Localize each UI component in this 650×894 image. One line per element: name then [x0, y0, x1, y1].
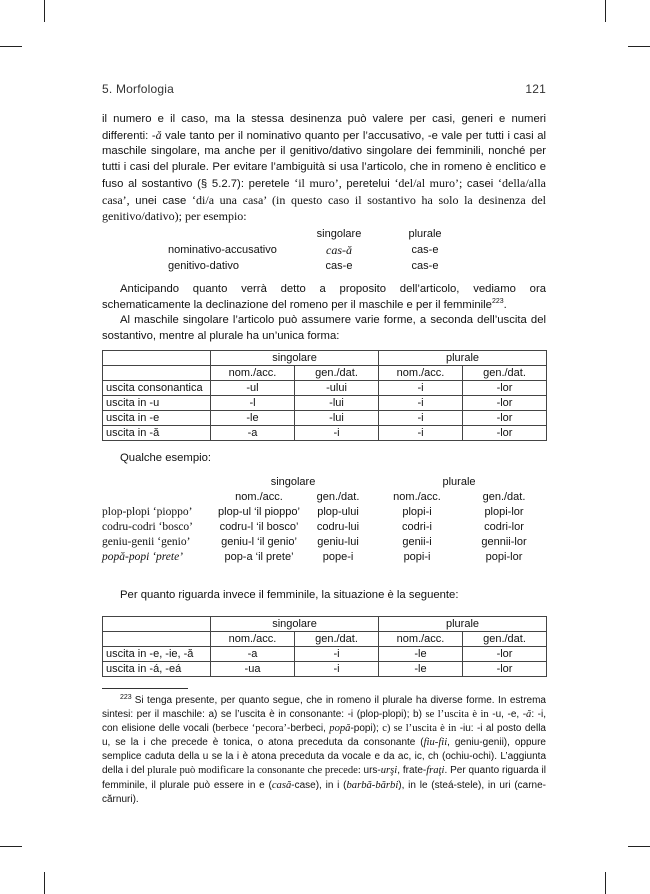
table-cell: pop-a ‘il prete’	[224, 550, 294, 563]
text-run: se l’uscita è in	[425, 709, 489, 721]
table-cell: -lor	[463, 662, 547, 677]
text-run: ), in le (steá-stele), in uri (carne-cărnuri).	[102, 779, 546, 805]
text-run: popă	[329, 723, 351, 735]
table-row	[103, 411, 547, 426]
column-header: singolare	[316, 228, 362, 240]
table-row	[103, 381, 547, 396]
table-cell: -a	[211, 426, 295, 441]
text-run: ‘il muro’,	[294, 175, 347, 190]
text-run: Si tenga presente, per quanto segue, che in romeno il plurale ha diverse forme. In estrema sintesi: per il maschile: a) se l’uscita è in consonante: -i (plop-plopi); b)	[102, 695, 546, 721]
text-run: ‘della/alla casa’,	[102, 175, 546, 207]
crop-mark	[605, 0, 606, 22]
text-run: urşi	[380, 765, 398, 777]
table-cell: -i	[295, 426, 379, 441]
text-run: fraţi	[426, 765, 445, 777]
crop-mark	[44, 872, 45, 894]
column-header: gen./dat.	[463, 632, 547, 647]
table-header-row	[103, 351, 547, 366]
table-cell: cas-e	[325, 260, 353, 272]
table-cell: -lor	[463, 426, 547, 441]
table-header-row	[168, 226, 468, 242]
footnote	[102, 694, 546, 807]
table-row	[102, 534, 546, 549]
table-cell: plopi-i	[402, 505, 432, 518]
footnote-ref: 223	[491, 297, 504, 305]
text-run: berbece ‘pecora’	[215, 723, 287, 735]
text-run: , geniu-genii), oppure semplice caduta della u se la i è atona preceduta da vocale e da ac, ic, ch (ochiu-ochi). L’aggiunta della i del	[102, 737, 546, 777]
table-cell: -ul	[211, 381, 295, 396]
crop-mark	[628, 846, 650, 847]
table-cell: -ua	[211, 662, 295, 677]
crop-mark	[0, 46, 22, 47]
table-row	[103, 647, 547, 662]
feminine-declension-table	[102, 616, 547, 677]
text-run: peretelui	[346, 177, 395, 190]
table-header-row	[102, 474, 546, 489]
row-label: plop-plopi ‘pioppo’	[102, 505, 193, 518]
table-cell: -l	[211, 396, 295, 411]
row-label: uscita in -e, -ie, -ă	[103, 647, 211, 662]
text-run: fiu-fii	[423, 737, 448, 749]
table-cell: -lor	[463, 381, 547, 396]
row-label: codru-codri ‘bosco’	[102, 520, 194, 533]
row-label: nominativo-accusativo	[168, 244, 277, 256]
table-cell: geniu-l ‘il genio’	[221, 535, 297, 548]
table-cell: -lor	[463, 647, 547, 662]
column-header: nom./acc.	[211, 632, 295, 647]
table-subheader-row	[103, 632, 547, 647]
paragraph-declension-intro	[102, 282, 546, 313]
column-header: nom./acc.	[379, 632, 463, 647]
column-group-header: plurale	[379, 617, 547, 632]
text-run: urs-	[363, 765, 381, 777]
text-run: plurale può modificare la consonante che precede:	[147, 765, 364, 777]
column-group-header: singolare	[270, 475, 316, 488]
table-cell: -le	[211, 411, 295, 426]
table-cell: -a	[211, 647, 295, 662]
crop-mark	[628, 46, 650, 47]
text-run: casă	[271, 779, 292, 791]
table-cell: codri-lor	[484, 520, 524, 533]
examples-intro: Qualche esempio:	[120, 452, 212, 464]
column-header: nom./acc.	[211, 366, 295, 381]
column-header: gen./dat.	[316, 490, 360, 503]
table-row	[168, 258, 468, 274]
text-run: -iu: -i al posto della u, se la i che precede è tonica, o atona preceduta da consonante (	[102, 723, 546, 749]
text-run: ă	[526, 709, 532, 721]
crop-mark	[0, 846, 22, 847]
table-row	[103, 426, 547, 441]
table-header-row	[103, 617, 547, 632]
page-number: 121	[525, 82, 546, 96]
table-cell: cas-ă	[326, 242, 352, 257]
column-header: gen./dat.	[463, 366, 547, 381]
text-run: : -i, con elisione delle vocali (	[102, 709, 547, 735]
column-header: gen./dat.	[482, 490, 526, 503]
table-row	[102, 504, 546, 519]
column-group-header: singolare	[211, 351, 379, 366]
column-header: nom./acc.	[379, 366, 463, 381]
sentence-end: .	[503, 298, 507, 311]
text-run: ‘di/a una casa’ (in questo caso il sostantivo ha solo la desinenza del genitivo/dativo); per esempio:	[102, 192, 546, 224]
case-example-table	[168, 226, 468, 274]
footnote-separator	[102, 688, 188, 689]
text-run: . Per quanto riguarda il femminile, il plurale può essere in e (	[102, 765, 547, 791]
table-cell: -ului	[295, 381, 379, 396]
table-cell: popi-lor	[485, 550, 523, 563]
table-subheader-row	[103, 366, 547, 381]
column-header: nom./acc.	[235, 490, 283, 503]
crop-mark	[605, 872, 606, 894]
paragraph-case-endings	[102, 112, 546, 226]
text-run: ă	[155, 127, 162, 142]
table-cell: genii-i	[402, 535, 432, 548]
table-row	[168, 242, 468, 258]
text-run: il numero e il caso, ma la stessa desinenza può valere per casi, generi e numeri differenti: -	[102, 113, 546, 142]
table-subheader-row	[102, 489, 546, 504]
column-header: plurale	[408, 228, 442, 240]
table-cell: -lui	[295, 396, 379, 411]
table-cell: -le	[379, 647, 463, 662]
text-run: ‘del/al muro’;	[394, 175, 467, 190]
table-cell: cas-e	[411, 260, 439, 272]
text-run: -case), in i (	[291, 779, 347, 791]
text-run: , frate-	[397, 765, 427, 777]
table-cell: -i	[379, 381, 463, 396]
table-cell: -i	[379, 396, 463, 411]
table-row	[102, 549, 546, 564]
row-label: genitivo-dativo	[168, 260, 239, 272]
table-cell: codri-i	[402, 520, 432, 533]
text-run: -popi);	[350, 723, 383, 735]
row-label: geniu-genii ‘genio’	[102, 535, 191, 548]
text-run: unei case	[135, 194, 193, 207]
row-label: uscita in -u	[103, 396, 211, 411]
table-cell: -lui	[295, 411, 379, 426]
table-cell: popi-i	[403, 550, 431, 563]
table-cell: codru-l ‘il bosco’	[219, 520, 299, 533]
table-row	[103, 396, 547, 411]
running-header	[102, 82, 546, 96]
text-run: -berbeci,	[287, 723, 330, 735]
examples-table	[102, 474, 546, 564]
text-run: vale tanto per il nominativo quanto per l’accusativo, -e vale per tutti i casi al maschile singolare, ma anche per il genitivo/dativo singolare dei femminili, nonché per tutti i casi del plurale. Per evitare l’ambiguità si usa l’articolo, che in romeno è enclitico e fuso al sostantivo (§ 5.2.7): peretele	[102, 129, 546, 190]
table-row	[103, 662, 547, 677]
text-run: casei	[466, 177, 499, 190]
text-run: -u, -e, -	[488, 709, 527, 721]
table-cell: -lor	[463, 411, 547, 426]
row-label: uscita in -ă	[103, 426, 211, 441]
row-label: uscita in -e	[103, 411, 211, 426]
column-header: gen./dat.	[295, 366, 379, 381]
table-cell: plop-ul ‘il pioppo’	[218, 505, 300, 518]
column-header: nom./acc.	[393, 490, 441, 503]
row-label: uscita consonantica	[103, 381, 211, 396]
paragraph-text: Anticipando quanto verrà detto a proposito dell’articolo, vediamo ora schematicamente la declinazione del romeno per il maschile e per il femminile	[102, 283, 546, 311]
column-group-header: singolare	[211, 617, 379, 632]
column-header: gen./dat.	[295, 632, 379, 647]
table-row	[102, 519, 546, 534]
masculine-declension-table	[102, 350, 547, 441]
paragraph-masculine: Al maschile singolare l’articolo può assumere varie forme, a seconda dell’uscita del sostantivo, mentre al plurale ha un’unica forma:	[102, 314, 546, 342]
footnote-number: 223	[120, 693, 132, 701]
table-cell: cas-e	[411, 244, 439, 256]
feminine-intro: Per quanto riguarda invece il femminile, la situazione è la seguente:	[120, 589, 459, 601]
table-cell: -i	[295, 647, 379, 662]
table-cell: plopi-lor	[484, 505, 524, 518]
table-cell: pope-i	[322, 550, 354, 563]
table-cell: gennii-lor	[481, 535, 527, 548]
table-cell: -lor	[463, 396, 547, 411]
column-group-header: plurale	[442, 475, 476, 488]
row-label: uscita in -á, -eá	[103, 662, 211, 677]
table-cell: -i	[379, 426, 463, 441]
chapter-title: 5. Morfologia	[102, 82, 174, 96]
column-group-header: plurale	[379, 351, 547, 366]
crop-mark	[44, 0, 45, 22]
table-cell: -le	[379, 662, 463, 677]
table-cell: plop-ului	[317, 505, 359, 518]
text-run: barbă-bărbi	[346, 779, 399, 791]
table-cell: codru-lui	[316, 520, 360, 533]
table-cell: -i	[379, 411, 463, 426]
row-label: popă-popi ‘prete’	[102, 550, 184, 563]
text-run: c) se l’uscita è in	[382, 723, 457, 735]
table-cell: -i	[295, 662, 379, 677]
table-cell: geniu-lui	[317, 535, 359, 548]
